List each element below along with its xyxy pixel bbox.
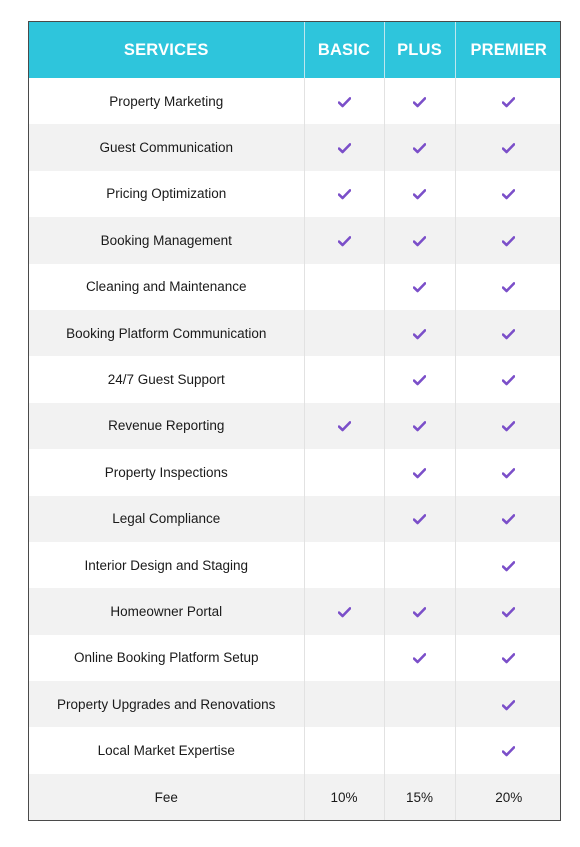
table-row [29,635,561,681]
premier-cell [455,449,561,495]
header-basic: BASIC [304,22,384,78]
premier-cell [455,588,561,634]
premier-cell [455,78,561,124]
checkmark-icon [413,418,426,433]
service-name: Online Booking Platform Setup [29,635,304,681]
service-name: Property Inspections [29,449,304,495]
checkmark-icon [413,372,426,387]
table-row [29,496,561,542]
premier-cell [455,217,561,263]
premier-cell [455,727,561,773]
checkmark-icon [338,604,351,619]
service-name: Revenue Reporting [29,403,304,449]
checkmark-icon [338,418,351,433]
premier-cell [455,542,561,588]
plus-cell [384,542,455,588]
basic-cell [304,727,384,773]
basic-cell [304,124,384,170]
plus-cell [384,78,455,124]
table-header [29,22,561,78]
plus-cell [384,588,455,634]
premier-cell [455,681,561,727]
basic-cell [304,542,384,588]
service-name: Local Market Expertise [29,727,304,773]
table-row [29,78,561,124]
checkmark-icon [413,140,426,155]
table-body [29,78,561,820]
header-plus: PLUS [384,22,455,78]
service-name: Booking Management [29,217,304,263]
basic-cell [304,588,384,634]
plus-cell [384,310,455,356]
plus-cell [384,727,455,773]
checkmark-icon [502,94,515,109]
service-name: Property Marketing [29,78,304,124]
table-row [29,217,561,263]
checkmark-icon [413,279,426,294]
checkmark-icon [502,650,515,665]
checkmark-icon [502,372,515,387]
checkmark-icon [338,94,351,109]
table-row [29,124,561,170]
checkmark-icon [413,465,426,480]
premier-cell [455,171,561,217]
plus-cell [384,356,455,402]
checkmark-icon [502,326,515,341]
basic-cell [304,496,384,542]
service-name: Legal Compliance [29,496,304,542]
services-comparison-table [28,21,561,821]
checkmark-icon [338,140,351,155]
checkmark-icon [502,140,515,155]
fee-row [29,774,561,820]
basic-cell [304,171,384,217]
basic-cell [304,217,384,263]
checkmark-icon [502,186,515,201]
checkmark-icon [413,233,426,248]
table-row [29,542,561,588]
table-row [29,588,561,634]
service-name: Guest Communication [29,124,304,170]
service-name: Cleaning and Maintenance [29,264,304,310]
table-row [29,356,561,402]
plus-cell [384,264,455,310]
plus-cell [384,496,455,542]
premier-cell [455,264,561,310]
plus-cell [384,681,455,727]
checkmark-icon [502,233,515,248]
plus-cell [384,449,455,495]
checkmark-icon [502,279,515,294]
checkmark-icon [413,94,426,109]
service-name: Booking Platform Communication [29,310,304,356]
table-row [29,403,561,449]
premier-cell [455,635,561,681]
pricing-table [29,22,561,820]
basic-cell [304,403,384,449]
service-name: Pricing Optimization [29,171,304,217]
plus-cell [384,124,455,170]
checkmark-icon [413,511,426,526]
service-name: Homeowner Portal [29,588,304,634]
plus-cell [384,403,455,449]
basic-cell [304,264,384,310]
checkmark-icon [413,186,426,201]
checkmark-icon [413,650,426,665]
fee-premier: 20% [455,774,561,820]
checkmark-icon [502,465,515,480]
plus-cell [384,171,455,217]
checkmark-icon [338,233,351,248]
premier-cell [455,403,561,449]
plus-cell [384,635,455,681]
table-row [29,681,561,727]
premier-cell [455,356,561,402]
plus-cell [384,217,455,263]
header-services: SERVICES [29,22,304,78]
fee-basic: 10% [304,774,384,820]
table-row [29,310,561,356]
basic-cell [304,449,384,495]
checkmark-icon [502,418,515,433]
premier-cell [455,310,561,356]
table-row [29,264,561,310]
checkmark-icon [502,511,515,526]
header-row [29,22,561,78]
checkmark-icon [413,326,426,341]
basic-cell [304,681,384,727]
checkmark-icon [502,743,515,758]
service-name: Interior Design and Staging [29,542,304,588]
checkmark-icon [502,604,515,619]
basic-cell [304,310,384,356]
table-row [29,449,561,495]
header-premier: PREMIER [455,22,561,78]
checkmark-icon [502,697,515,712]
basic-cell [304,356,384,402]
service-name: 24/7 Guest Support [29,356,304,402]
checkmark-icon [502,558,515,573]
service-name: Property Upgrades and Renovations [29,681,304,727]
checkmark-icon [413,604,426,619]
fee-label: Fee [29,774,304,820]
premier-cell [455,496,561,542]
checkmark-icon [338,186,351,201]
fee-plus: 15% [384,774,455,820]
table-row [29,727,561,773]
premier-cell [455,124,561,170]
basic-cell [304,78,384,124]
basic-cell [304,635,384,681]
table-row [29,171,561,217]
